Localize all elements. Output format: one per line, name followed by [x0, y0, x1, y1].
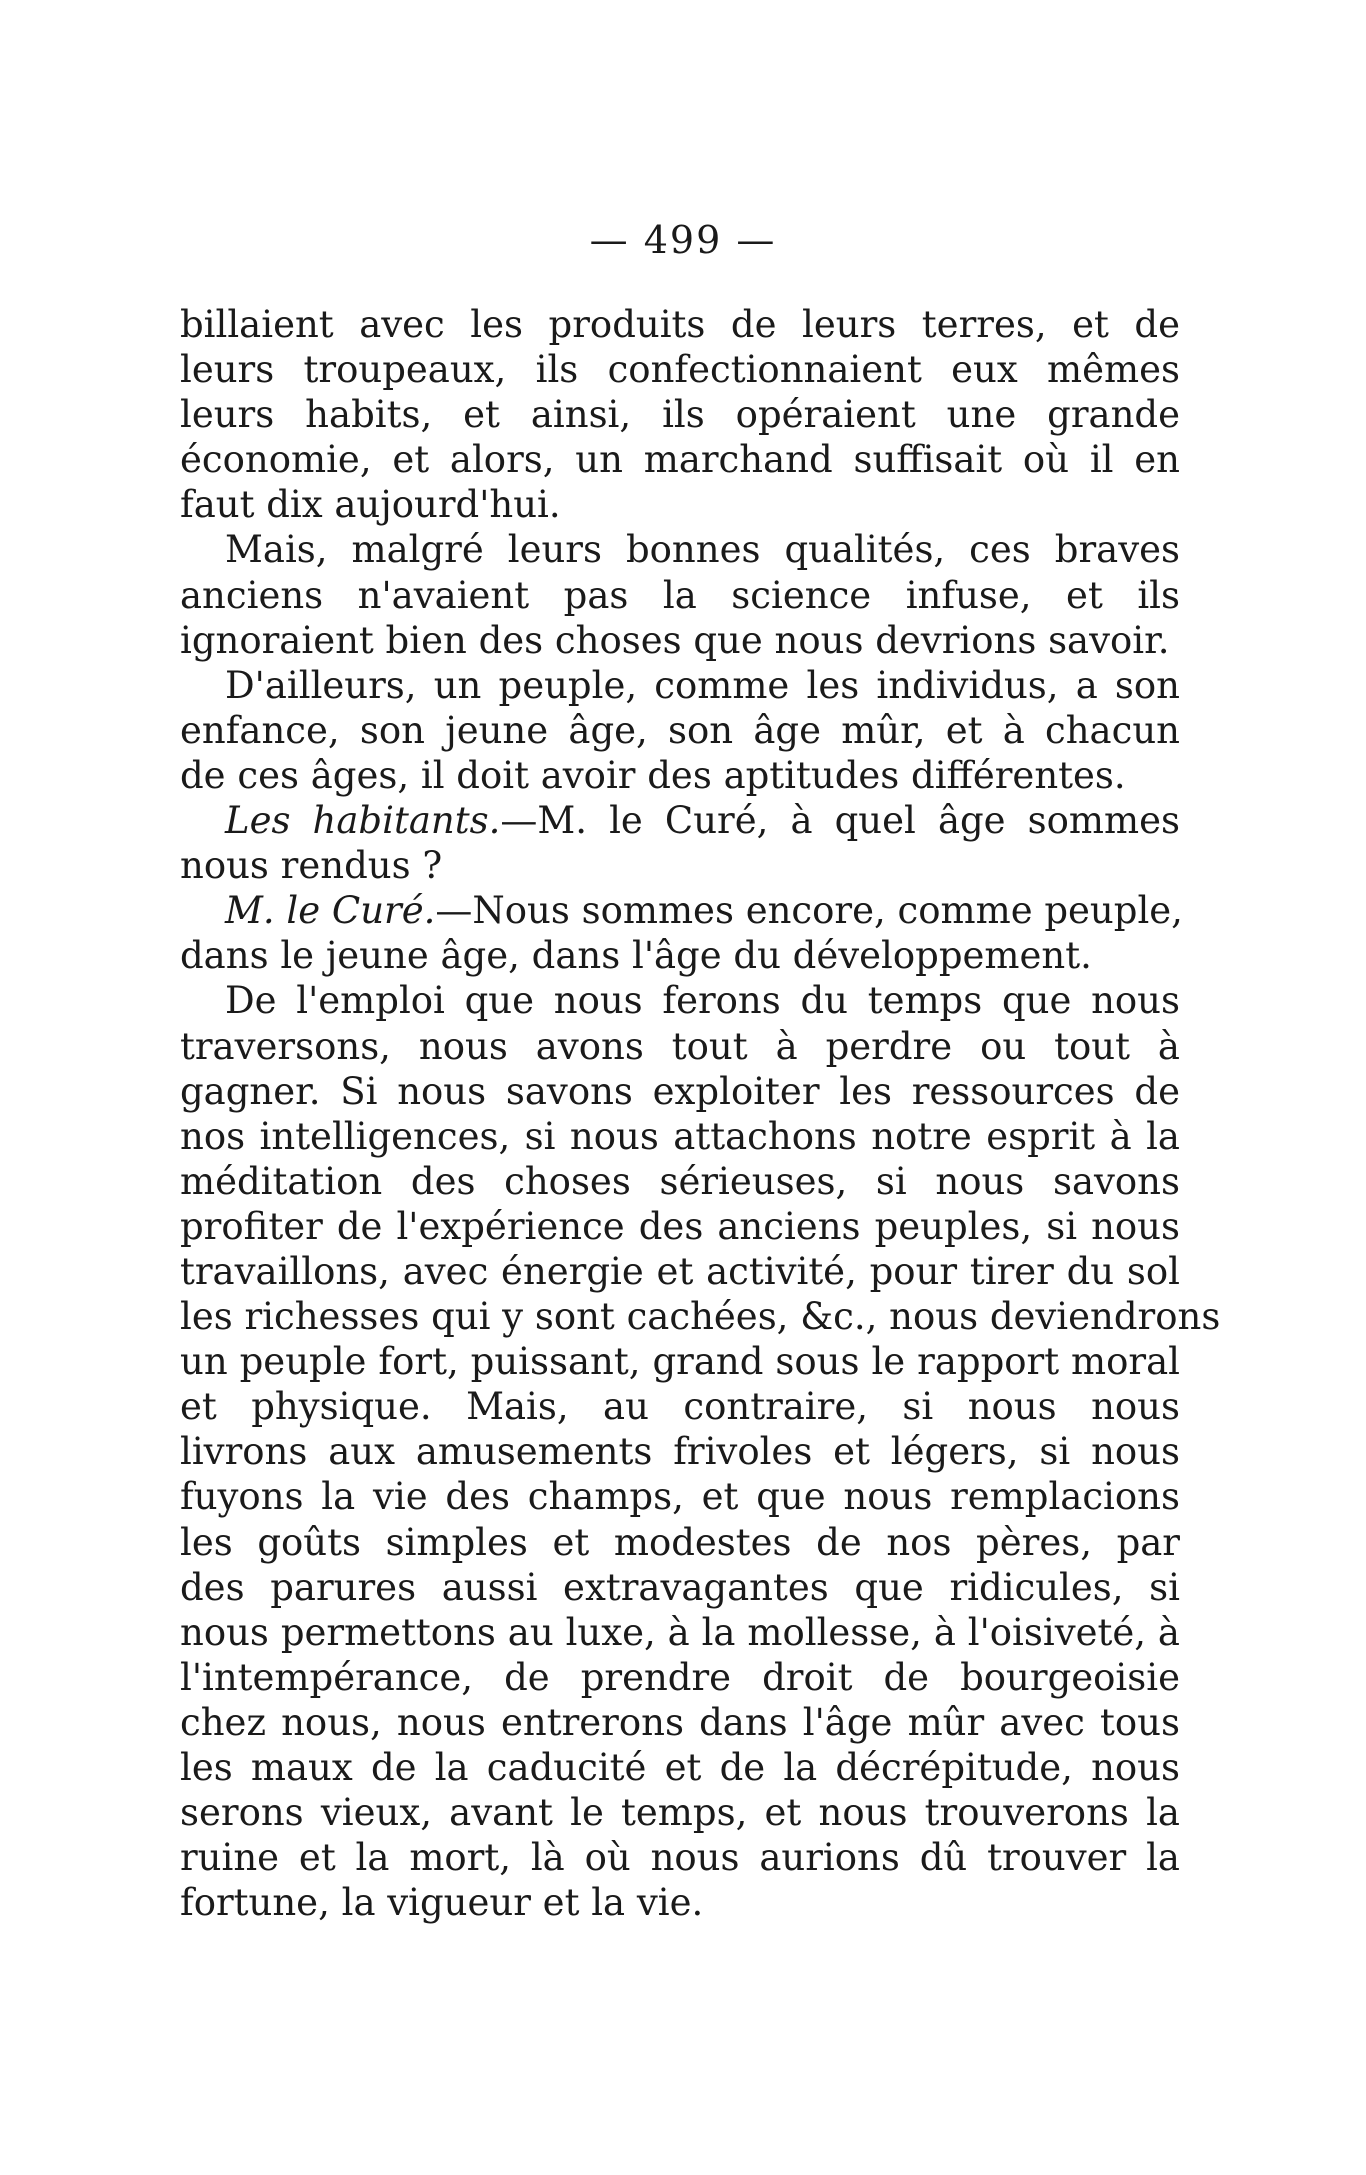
line-text: enfance, son jeune âge, son âge mûr, et à chacun — [180, 708, 1180, 752]
line-text: billaient avec les produits de leurs terres, et de — [180, 303, 1180, 346]
text-line — [180, 978, 1180, 1023]
line-text: nous permettons au luxe, à la mollesse, à l'oisiveté, à — [180, 1610, 1180, 1654]
text-line — [180, 1790, 1180, 1835]
line-text: travaillons, avec énergie et activité, pour tirer du sol — [180, 1249, 1180, 1293]
line-text: De l'emploi que nous ferons du temps que nous — [225, 979, 1180, 1023]
line-text: anciens n'avaient pas la science infuse, et ils — [180, 573, 1180, 617]
text-line — [180, 1880, 1180, 1925]
text-line — [180, 1520, 1180, 1565]
text-line — [180, 482, 1180, 527]
line-text: un peuple fort, puissant, grand sous le rapport moral — [180, 1340, 1180, 1384]
text-line — [180, 1565, 1180, 1610]
line-text: nos intelligences, si nous attachons notre esprit à la — [180, 1114, 1180, 1158]
text-line — [180, 1474, 1180, 1519]
page-number: — 499 — — [589, 218, 777, 262]
text-line — [180, 1024, 1180, 1069]
text-line — [180, 798, 1180, 843]
line-text: les richesses qui y sont cachées, &c., nous deviendrons — [180, 1295, 1221, 1339]
text-line — [180, 347, 1180, 392]
line-text: nous rendus ? — [180, 844, 443, 888]
text-line — [180, 1294, 1221, 1339]
text-line — [180, 1384, 1180, 1429]
text-line — [180, 1159, 1180, 1204]
page-body-text — [180, 302, 1221, 1925]
line-text: profiter de l'expérience des anciens peuples, si nous — [180, 1204, 1180, 1248]
text-line — [180, 843, 1180, 888]
line-text: Mais, malgré leurs bonnes qualités, ces braves — [225, 528, 1180, 572]
text-line — [180, 527, 1180, 572]
line-text: traversons, nous avons tout à perdre ou tout à — [180, 1024, 1180, 1068]
line-text: l'intempérance, de prendre droit de bourgeoisie — [180, 1655, 1180, 1699]
line-text: leurs troupeaux, ils confectionnaient eux mêmes — [180, 348, 1180, 392]
text-line — [180, 573, 1180, 618]
text-line — [180, 753, 1180, 798]
text-line — [180, 392, 1180, 437]
line-text: fuyons la vie des champs, et que nous remplacions — [180, 1475, 1180, 1519]
text-line — [180, 1204, 1180, 1249]
line-text: les goûts simples et modestes de nos pères, par — [180, 1520, 1180, 1564]
line-text: chez nous, nous entrerons dans l'âge mûr avec tous — [180, 1700, 1180, 1744]
line-text: fortune, la vigueur et la vie. — [180, 1881, 704, 1925]
text-line — [180, 302, 1180, 347]
line-text: serons vieux, avant le temps, et nous trouverons la — [180, 1791, 1180, 1835]
line-text: —M. le Curé, à quel âge sommes — [500, 799, 1180, 843]
text-line — [180, 708, 1180, 753]
line-text: économie, et alors, un marchand suffisait où il en — [180, 438, 1180, 482]
speaker-name: Les habitants. — [225, 799, 501, 843]
text-line — [180, 618, 1180, 663]
line-text: ignoraient bien des choses que nous devrions savoir. — [180, 618, 1170, 662]
line-text: dans le jeune âge, dans l'âge du développement. — [180, 934, 1092, 978]
text-line — [180, 1249, 1180, 1294]
text-line — [180, 1655, 1180, 1700]
line-text: —Nous sommes encore, comme peuple, — [435, 889, 1183, 933]
line-text: les maux de la caducité et de la décrépitude, nous — [180, 1746, 1180, 1789]
line-text: et physique. Mais, au contraire, si nous nous — [180, 1385, 1180, 1429]
text-line — [180, 1835, 1180, 1880]
line-text: de ces âges, il doit avoir des aptitudes différentes. — [180, 753, 1126, 797]
line-text: faut dix aujourd'hui. — [180, 483, 561, 527]
line-text: gagner. Si nous savons exploiter les ressources de — [180, 1069, 1180, 1113]
text-line — [180, 888, 1183, 933]
line-text: leurs habits, et ainsi, ils opéraient une grande — [180, 393, 1180, 437]
text-line — [180, 437, 1180, 482]
line-text: livrons aux amusements frivoles et légers, si nous — [180, 1430, 1180, 1474]
text-line — [180, 1069, 1180, 1114]
line-text: des parures aussi extravagantes que ridicules, si — [180, 1565, 1180, 1609]
text-line — [180, 663, 1180, 708]
text-line — [180, 933, 1180, 978]
text-line — [180, 1745, 1180, 1790]
text-line — [180, 1339, 1180, 1384]
text-line — [180, 1610, 1180, 1655]
line-text: ruine et la mort, là où nous aurions dû trouver la — [180, 1836, 1180, 1880]
text-line — [180, 1114, 1180, 1159]
speaker-name: M. le Curé. — [225, 889, 436, 933]
line-text: D'ailleurs, un peuple, comme les individus, a son — [225, 663, 1180, 707]
line-text: méditation des choses sérieuses, si nous savons — [180, 1159, 1180, 1203]
text-line — [180, 1429, 1180, 1474]
text-line — [180, 1700, 1180, 1745]
